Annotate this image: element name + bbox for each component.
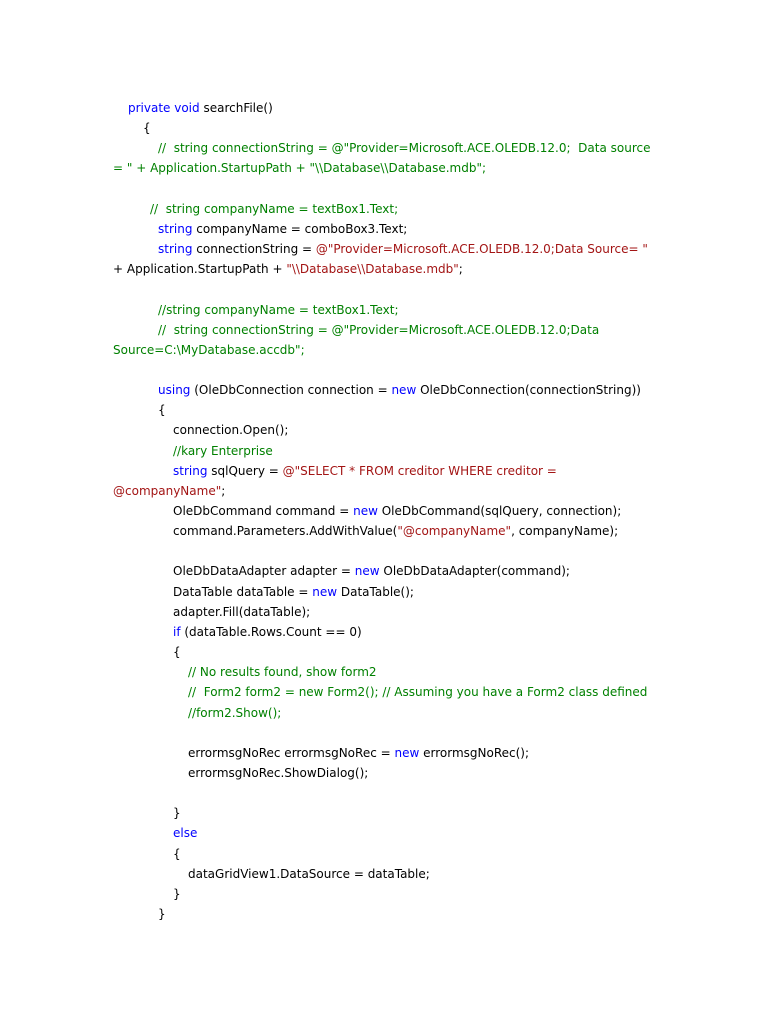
- code-line: [173, 823, 197, 843]
- code-token: string: [158, 242, 193, 257]
- code-token: OleDbCommand(sqlQuery, connection);: [377, 504, 622, 518]
- code-line: [173, 501, 621, 521]
- code-token: ;: [458, 262, 463, 277]
- code-token: new: [394, 745, 420, 760]
- code-line: [173, 622, 362, 642]
- code-token: string: [173, 463, 208, 478]
- code-token: ;: [221, 483, 226, 498]
- code-token: }: [173, 886, 181, 901]
- code-line: [150, 199, 398, 219]
- code-token: string: [158, 221, 193, 236]
- code-line: [188, 743, 529, 763]
- code-line: [113, 259, 463, 279]
- code-token: else: [173, 826, 198, 841]
- code-token: // string connectionString = @"Provider=Microsoft.ACE.OLEDB.12.0;Data: [158, 322, 600, 337]
- code-line: [158, 904, 166, 924]
- code-line: [113, 481, 225, 501]
- code-line: [173, 642, 181, 662]
- code-token: OleDbConnection(connectionString)): [416, 383, 641, 398]
- code-token: // No results found, show form2: [188, 665, 377, 680]
- code-token: companyName = comboBox3.Text;: [192, 221, 408, 236]
- code-token: errormsgNoRec errormsgNoRec =: [188, 745, 395, 760]
- code-token: OleDbDataAdapter(command);: [379, 564, 570, 579]
- code-line: [143, 118, 151, 138]
- code-line: [173, 461, 557, 481]
- code-token: connection.Open();: [173, 423, 289, 438]
- code-token: adapter.Fill(dataTable);: [173, 604, 311, 619]
- code-token: //kary Enterprise: [173, 443, 273, 458]
- code-line: [173, 561, 570, 581]
- code-line: [158, 300, 399, 320]
- code-token: using: [158, 383, 191, 398]
- code-token: = " + Application.StartupPath + "\\Database\\Database.mdb";: [113, 161, 487, 176]
- code-token: {: [173, 846, 181, 861]
- code-token: (OleDbConnection connection =: [190, 383, 392, 398]
- code-token: OleDbCommand command =: [173, 504, 354, 518]
- code-line: [173, 844, 181, 864]
- code-token: (dataTable.Rows.Count == 0): [180, 624, 362, 639]
- code-line: [173, 884, 181, 904]
- code-line: [128, 98, 273, 118]
- code-token: new: [354, 564, 380, 579]
- code-line: [188, 662, 377, 682]
- code-line: [173, 602, 310, 622]
- code-token: new: [353, 504, 378, 518]
- code-token: "\\Database\\Database.mdb": [286, 262, 459, 277]
- code-line: [188, 864, 430, 884]
- code-line: [173, 441, 273, 461]
- code-token: // string connectionString = @"Provider=Microsoft.ACE.OLEDB.12.0; Data source: [158, 141, 651, 156]
- code-line: [173, 803, 181, 823]
- code-token: if: [173, 624, 181, 639]
- code-token: searchFile(): [199, 101, 273, 115]
- code-line: [113, 340, 305, 360]
- code-token: //form2.Show();: [188, 705, 282, 720]
- code-token: DataTable();: [337, 584, 414, 599]
- code-token: new: [312, 584, 338, 599]
- code-token: // Form2 form2 = new Form2(); // Assuming you have a Form2 class defined: [188, 685, 648, 700]
- code-line: [158, 380, 641, 400]
- code-token: sqlQuery =: [207, 463, 283, 478]
- code-token: connectionString =: [192, 242, 316, 257]
- code-token: errormsgNoRec();: [419, 745, 530, 760]
- code-token: }: [173, 806, 181, 821]
- code-line: [188, 763, 368, 783]
- code-line: [173, 521, 618, 541]
- code-token: @companyName": [113, 483, 222, 498]
- code-line: [158, 400, 166, 420]
- code-token: command.Parameters.AddWithValue(: [173, 524, 398, 539]
- code-token: //string companyName = textBox1.Text;: [158, 302, 399, 317]
- code-line: [158, 219, 407, 239]
- code-line: [173, 582, 414, 602]
- code-line: [188, 703, 281, 723]
- code-token: {: [173, 645, 181, 660]
- code-line: [173, 420, 288, 440]
- code-token: private void: [128, 101, 200, 115]
- code-token: DataTable dataTable =: [173, 584, 313, 599]
- code-token: @"Provider=Microsoft.ACE.OLEDB.12.0;Data Source= ": [315, 242, 648, 257]
- code-token: }: [158, 907, 166, 921]
- code-line: [113, 158, 486, 178]
- code-token: Source=C:\MyDatabase.accdb";: [113, 342, 305, 357]
- code-token: OleDbDataAdapter adapter =: [173, 564, 355, 579]
- code-line: [158, 138, 650, 158]
- code-token: , companyName);: [511, 524, 619, 539]
- code-token: dataGridView1.DataSource = dataTable;: [188, 866, 430, 881]
- code-token: "@companyName": [397, 524, 512, 539]
- code-token: @"SELECT * FROM creditor WHERE creditor =: [282, 463, 557, 478]
- code-token: + Application.StartupPath +: [113, 262, 287, 277]
- code-token: errormsgNoRec.ShowDialog();: [188, 765, 369, 780]
- code-line: [188, 682, 647, 702]
- code-token: {: [143, 121, 151, 136]
- code-line: [158, 320, 599, 340]
- code-line: [158, 239, 648, 259]
- code-token: // string companyName = textBox1.Text;: [150, 201, 399, 216]
- code-token: new: [391, 383, 417, 398]
- code-token: {: [158, 403, 166, 418]
